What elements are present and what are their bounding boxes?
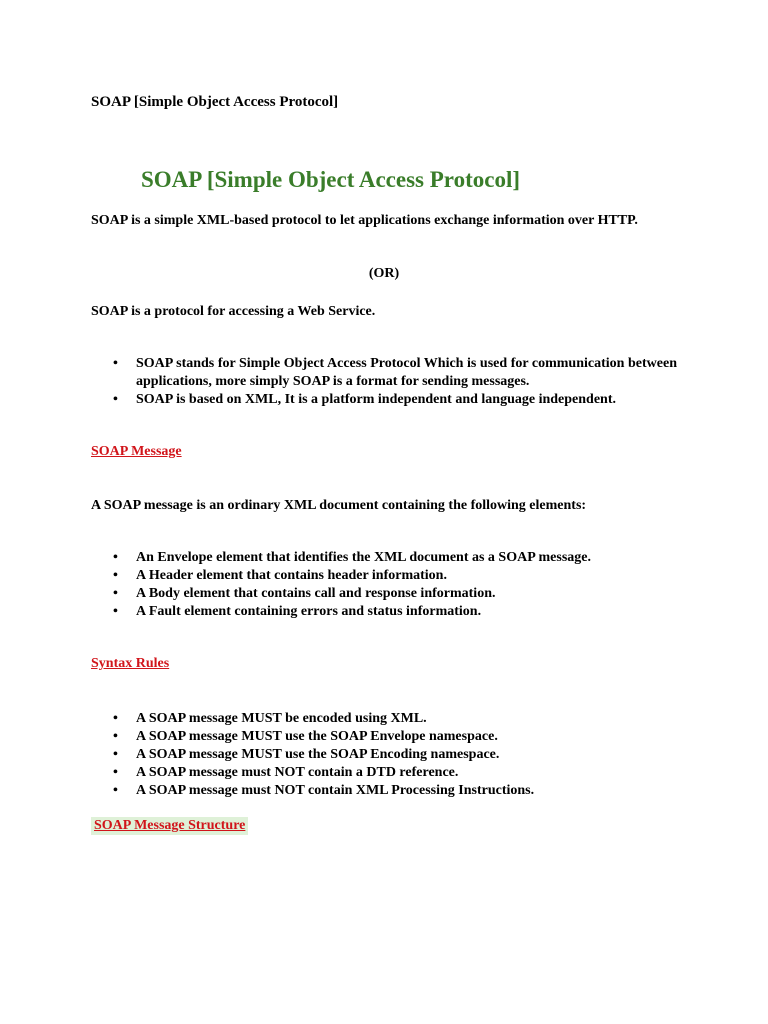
list-item: • SOAP stands for Simple Object Access Protocol Which is used for communication between applications, more simply SOAP is a format for sending messages. bbox=[113, 356, 677, 389]
soap-message-bullet-list bbox=[91, 549, 677, 621]
document-header-title: SOAP [Simple Object Access Protocol] bbox=[91, 94, 339, 110]
list-item: • A Fault element containing errors and status information. bbox=[113, 604, 482, 619]
section-heading-syntax-rules: Syntax Rules bbox=[91, 656, 170, 671]
bullet-icon: • bbox=[113, 783, 118, 798]
section-heading-message-structure: SOAP Message Structure bbox=[91, 817, 248, 835]
bullet-icon: • bbox=[113, 550, 118, 565]
list-item: • A SOAP message MUST be encoded using XML. bbox=[113, 711, 427, 726]
list-item: • A SOAP message MUST use the SOAP Encoding namespace. bbox=[113, 747, 500, 762]
bullet-icon: • bbox=[113, 711, 118, 726]
alt-definition: SOAP is a protocol for accessing a Web Service. bbox=[91, 304, 376, 319]
syntax-rules-bullet-list bbox=[91, 710, 677, 800]
bullet-icon: • bbox=[113, 729, 118, 744]
bullet-icon: • bbox=[113, 392, 118, 407]
list-item: • A SOAP message must NOT contain a DTD reference. bbox=[113, 765, 459, 780]
soap-message-description: A SOAP message is an ordinary XML document containing the following elements: bbox=[91, 498, 587, 513]
page-title: SOAP [Simple Object Access Protocol] bbox=[141, 167, 521, 192]
list-item: • A SOAP message must NOT contain XML Processing Instructions. bbox=[113, 783, 535, 798]
list-item: • An Envelope element that identifies the XML document as a SOAP message. bbox=[113, 550, 591, 565]
section-heading-soap-message: SOAP Message bbox=[91, 444, 182, 459]
bullet-icon: • bbox=[113, 568, 118, 583]
list-item: • A Header element that contains header information. bbox=[113, 568, 447, 583]
intro-bullet-list bbox=[91, 355, 677, 409]
bullet-icon: • bbox=[113, 747, 118, 762]
list-item: • A SOAP message MUST use the SOAP Envelope namespace. bbox=[113, 729, 498, 744]
list-item: • SOAP is based on XML, It is a platform independent and language independent. bbox=[113, 392, 616, 407]
bullet-icon: • bbox=[113, 356, 118, 371]
or-separator: (OR) bbox=[368, 266, 400, 281]
intro-paragraph: SOAP is a simple XML-based protocol to let applications exchange information over HTTP. bbox=[91, 213, 638, 228]
list-item: • A Body element that contains call and response information. bbox=[113, 586, 496, 601]
bullet-icon: • bbox=[113, 604, 118, 619]
bullet-icon: • bbox=[113, 765, 118, 780]
bullet-icon: • bbox=[113, 586, 118, 601]
